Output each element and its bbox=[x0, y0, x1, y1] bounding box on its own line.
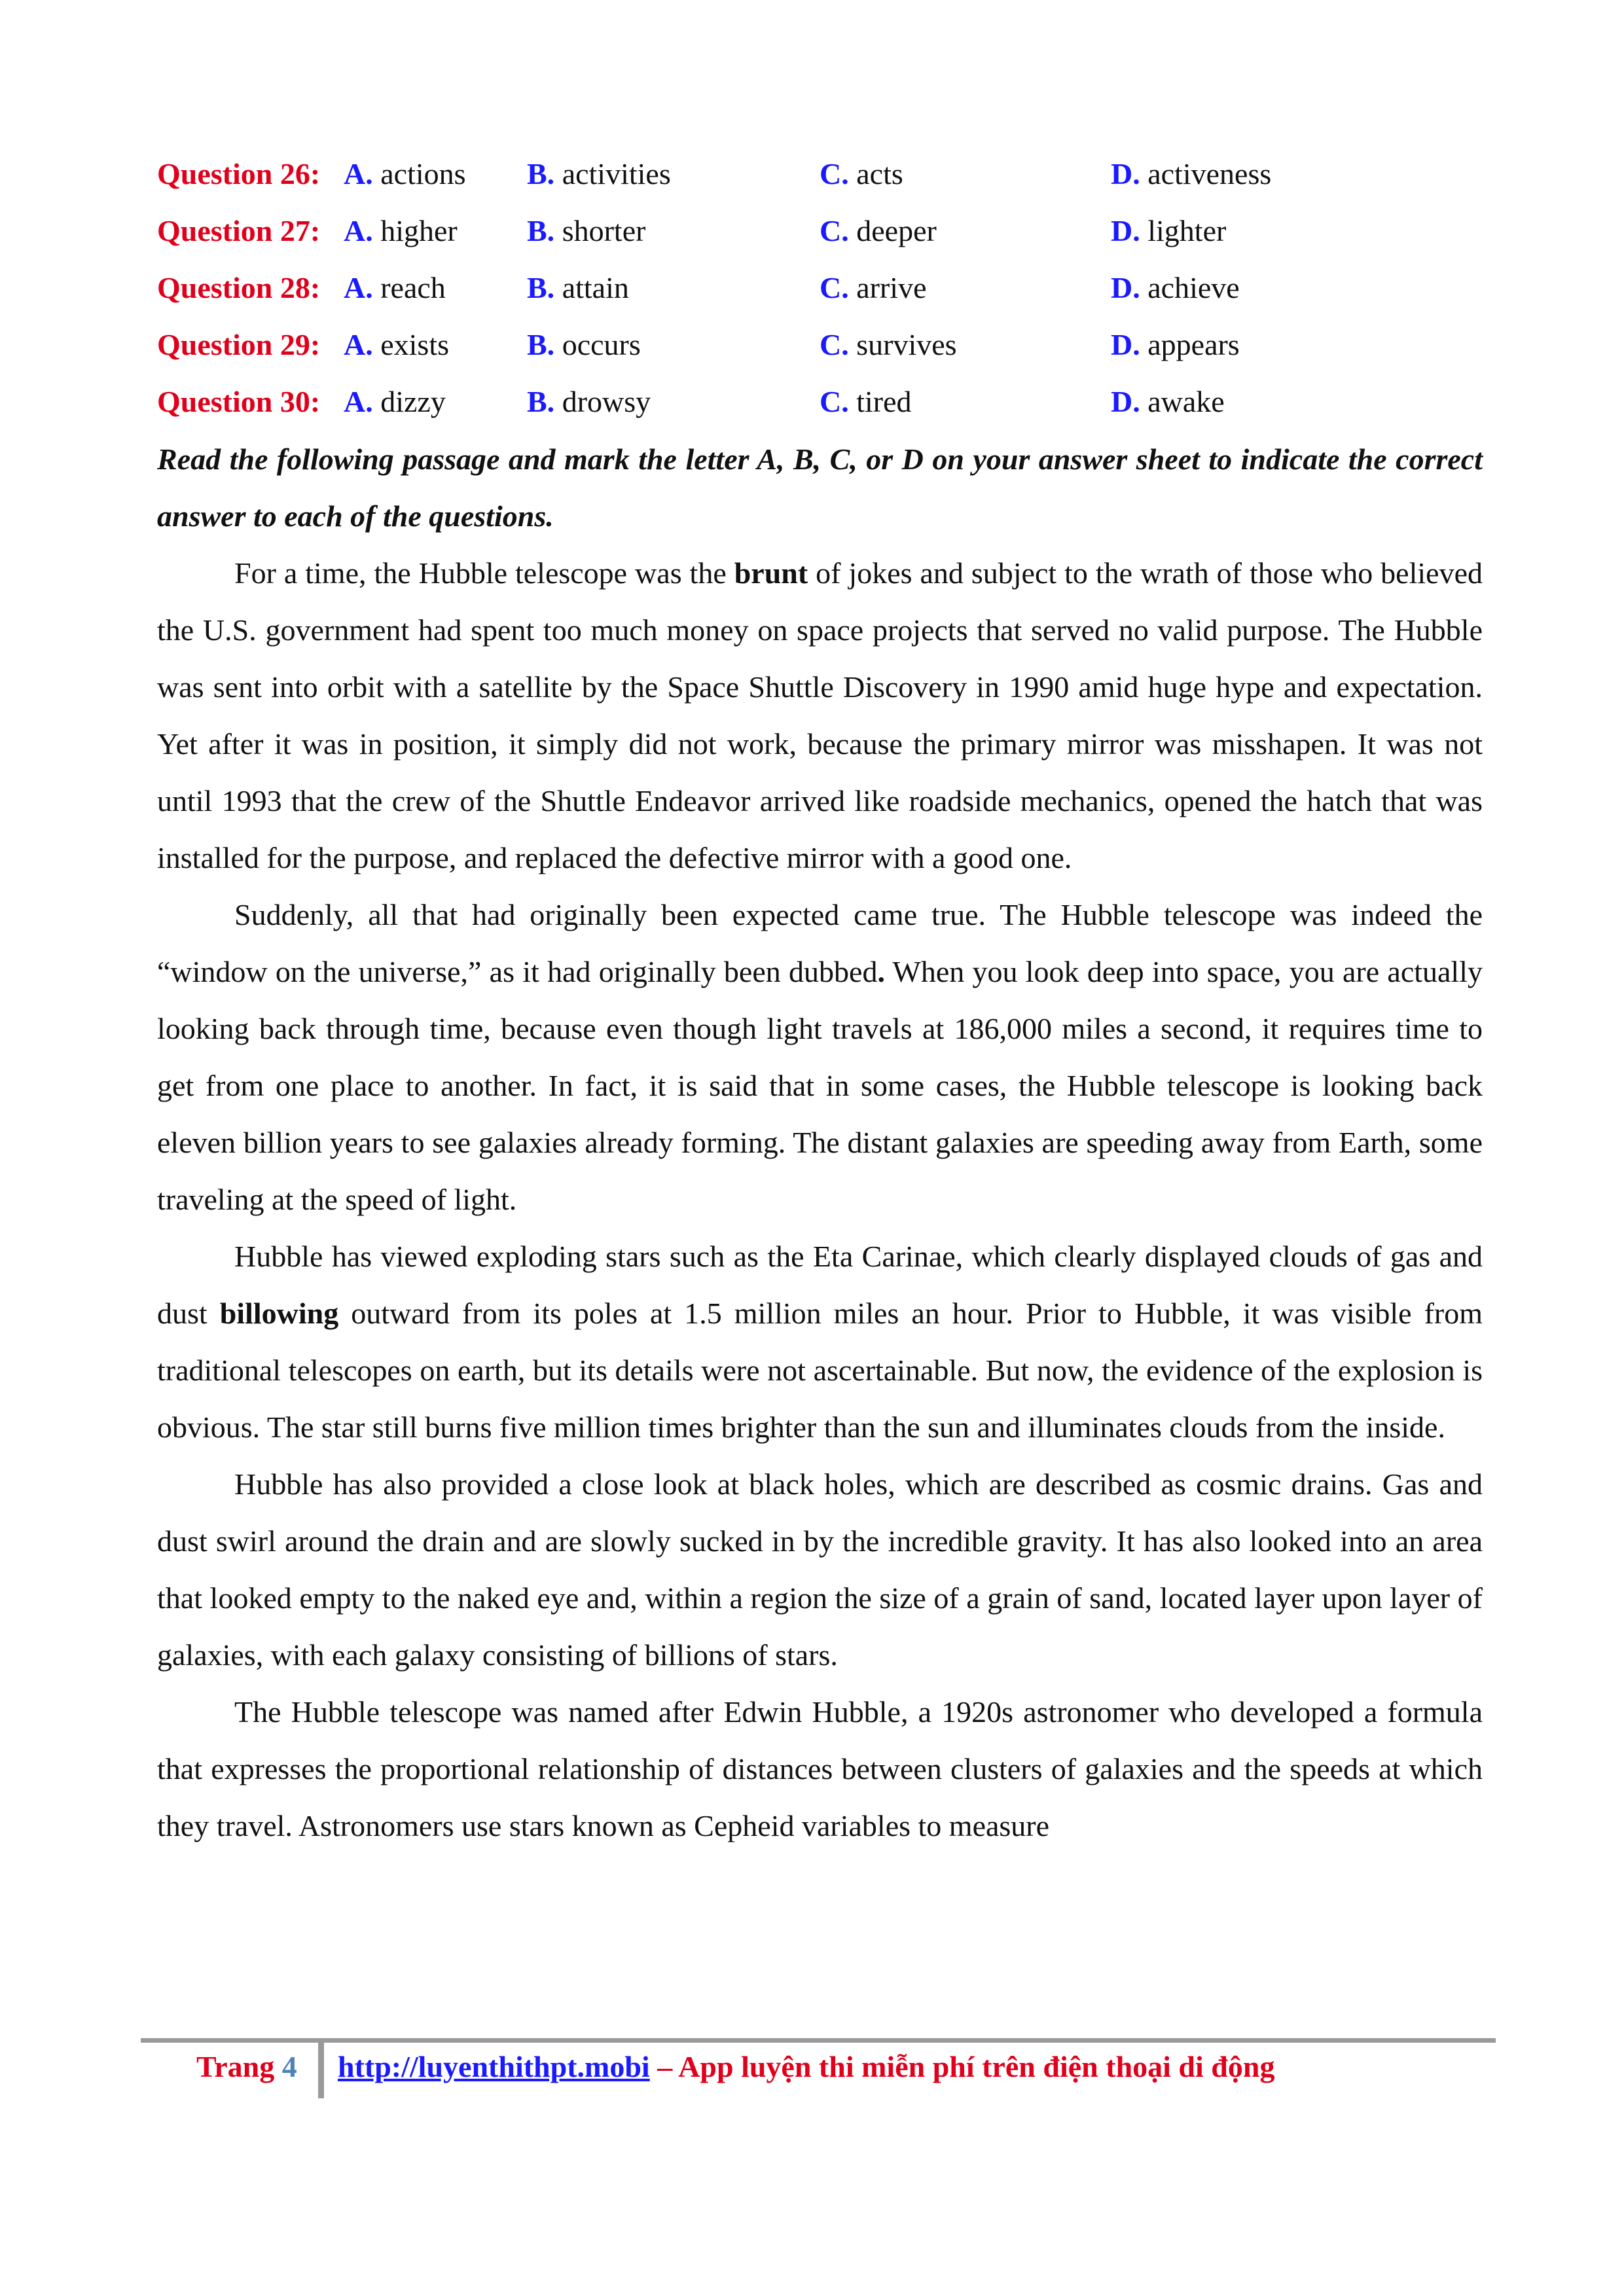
option-b bbox=[527, 145, 671, 202]
question-row bbox=[157, 259, 1479, 316]
option-letter: D. bbox=[1111, 271, 1140, 304]
option-letter: B. bbox=[527, 328, 555, 361]
option-text: acts bbox=[856, 157, 903, 190]
page-number-value: 4 bbox=[281, 2050, 297, 2083]
passage-paragraph bbox=[157, 886, 1483, 1228]
option-b bbox=[527, 316, 641, 373]
option-letter: D. bbox=[1111, 214, 1140, 247]
option-text: arrive bbox=[856, 271, 927, 304]
option-c bbox=[820, 259, 927, 316]
question-label: Question 29: bbox=[157, 328, 321, 361]
option-text: drowsy bbox=[562, 385, 651, 418]
option-d bbox=[1111, 316, 1240, 373]
question-label: Question 27: bbox=[157, 214, 321, 247]
option-letter: C. bbox=[820, 157, 849, 190]
option-letter: B. bbox=[527, 157, 555, 190]
option-c bbox=[820, 316, 957, 373]
option-letter: D. bbox=[1111, 385, 1140, 418]
question-row bbox=[157, 202, 1479, 259]
option-c bbox=[820, 202, 937, 259]
answer-options-list bbox=[157, 145, 1479, 430]
passage-text: of jokes and subject to the wrath of those who believed the U.S. government had spent too much money on space projects that served no valid purpose. The Hubble was sent into orbit with a satellite by the Space Shuttle Discovery in 1990 amid huge hype and expectation. Yet after it was in position, it simply did not work, because the primary mirror was misshapen. It was not until 1993 that the crew of the Shuttle Endeavor arrived like roadside mechanics, opened the hatch that was installed for the purpose, and replaced the defective mirror with a good one. bbox=[157, 556, 1483, 874]
option-c bbox=[820, 145, 903, 202]
option-letter: D. bbox=[1111, 328, 1140, 361]
question-label: Question 30: bbox=[157, 385, 321, 418]
footer-tagline: – App luyện thi miễn phí trên điện thoại di động bbox=[649, 2050, 1275, 2083]
option-d bbox=[1111, 373, 1225, 430]
page-number bbox=[196, 2047, 297, 2087]
passage-text: Hubble has viewed exploding stars such as the Eta Carinae, which clearly displayed clouds of gas and dust bbox=[157, 1240, 1483, 1330]
option-b bbox=[527, 202, 645, 259]
option-text: lighter bbox=[1147, 214, 1227, 247]
option-text: attain bbox=[562, 271, 629, 304]
option-text: survives bbox=[856, 328, 957, 361]
option-a bbox=[344, 373, 446, 430]
option-letter: C. bbox=[820, 271, 849, 304]
option-letter: A. bbox=[344, 385, 373, 418]
question-label: Question 26: bbox=[157, 157, 321, 190]
reading-instruction: Read the following passage and mark the letter A, B, C, or D on your answer sheet to indicate the correct answer to each of the questions. bbox=[157, 442, 1483, 533]
option-letter: A. bbox=[344, 214, 373, 247]
option-text: awake bbox=[1147, 385, 1225, 418]
page-word: Trang bbox=[196, 2050, 275, 2083]
option-letter: A. bbox=[344, 328, 373, 361]
passage-text: outward from its poles at 1.5 million miles an hour. Prior to Hubble, it was visible from traditional telescopes on earth, but its details were not ascertainable. But now, the evidence of the explosion is obvious. The star still burns five million times brighter than the sun and illuminates clouds from the inside. bbox=[157, 1297, 1483, 1444]
passage-paragraph bbox=[157, 545, 1483, 886]
passage-paragraph: Hubble has also provided a close look at black holes, which are described as cosmic drains. Gas and dust swirl around the drain and are slowly sucked in by the incredible gravity. It has also looked into an area that looked empty to the naked eye and, within a region the size of a grain of sand, located layer upon layer of galaxies, with each galaxy consisting of billions of stars. bbox=[157, 1467, 1483, 1672]
passage-text: When you look deep into space, you are actually looking back through time, because even though light travels at 186,000 miles a second, it requires time to get from one place to another. In fact, it is said that in some cases, the Hubble telescope is looking back eleven billion years to see galaxies already forming. The distant galaxies are speeding away from Earth, some traveling at the speed of light. bbox=[157, 955, 1483, 1216]
question-row bbox=[157, 145, 1479, 202]
reading-passage bbox=[157, 545, 1483, 1854]
option-letter: A. bbox=[344, 271, 373, 304]
option-a bbox=[344, 259, 446, 316]
option-b bbox=[527, 259, 629, 316]
option-letter: C. bbox=[820, 328, 849, 361]
option-a bbox=[344, 202, 458, 259]
option-letter: B. bbox=[527, 214, 555, 247]
option-letter: B. bbox=[527, 385, 555, 418]
option-text: deeper bbox=[856, 214, 937, 247]
option-text: achieve bbox=[1147, 271, 1240, 304]
option-text: tired bbox=[856, 385, 912, 418]
passage-text: Suddenly, all that had originally been expected came true. The Hubble telescope was indeed the “window on the universe,” as it had originally been dubbed bbox=[157, 898, 1483, 988]
highlighted-word: . bbox=[877, 955, 885, 988]
question-row bbox=[157, 316, 1479, 373]
option-text: higher bbox=[380, 214, 458, 247]
option-a bbox=[344, 145, 466, 202]
option-d bbox=[1111, 145, 1271, 202]
passage-paragraph: The Hubble telescope was named after Edwin Hubble, a 1920s astronomer who developed a formula that expresses the proportional relationship of distances between clusters of galaxies and the speeds at which they travel. Astronomers use stars known as Cepheid variables to measure bbox=[157, 1695, 1483, 1842]
option-a bbox=[344, 316, 449, 373]
option-letter: C. bbox=[820, 214, 849, 247]
option-d bbox=[1111, 259, 1240, 316]
option-d bbox=[1111, 202, 1226, 259]
option-b bbox=[527, 373, 651, 430]
option-text: appears bbox=[1147, 328, 1240, 361]
footer-banner bbox=[338, 2047, 1274, 2087]
option-letter: C. bbox=[820, 385, 849, 418]
option-letter: D. bbox=[1111, 157, 1140, 190]
question-row bbox=[157, 373, 1479, 430]
footer-link[interactable]: http://luyenthithpt.mobi bbox=[338, 2050, 650, 2083]
option-letter: A. bbox=[344, 157, 373, 190]
option-c bbox=[820, 373, 912, 430]
passage-paragraph bbox=[157, 1228, 1483, 1456]
option-text: dizzy bbox=[380, 385, 446, 418]
question-label: Question 28: bbox=[157, 271, 321, 304]
highlighted-word: billowing bbox=[219, 1297, 339, 1330]
passage-text: For a time, the Hubble telescope was the bbox=[234, 556, 734, 590]
option-text: occurs bbox=[562, 328, 641, 361]
option-text: activities bbox=[562, 157, 671, 190]
option-text: activeness bbox=[1147, 157, 1272, 190]
option-text: reach bbox=[380, 271, 446, 304]
highlighted-word: brunt bbox=[734, 556, 808, 590]
option-text: exists bbox=[380, 328, 450, 361]
option-text: actions bbox=[380, 157, 466, 190]
option-text: shorter bbox=[562, 214, 646, 247]
footer-separator bbox=[318, 2043, 324, 2098]
option-letter: B. bbox=[527, 271, 555, 304]
footer-divider bbox=[141, 2038, 1496, 2043]
